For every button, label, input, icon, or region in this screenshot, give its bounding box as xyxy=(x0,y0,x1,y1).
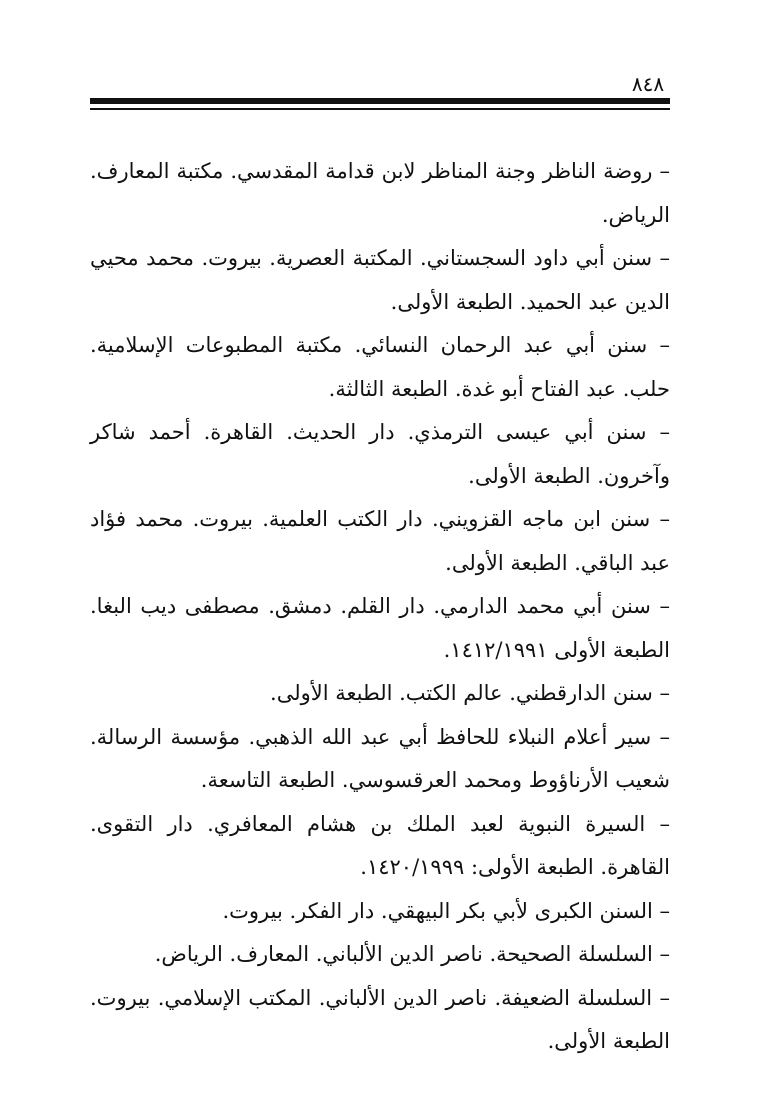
reference-entry: – سنن الدارقطني. عالم الكتب. الطبعة الأولى. xyxy=(270,681,670,705)
reference-entry: – سنن أبي عيسى الترمذي. دار الحديث. القاهرة. أحمد شاكر وآخرون. الطبعة الأولى. xyxy=(90,420,670,488)
reference-entry: – السيرة النبوية لعبد الملك بن هشام المعافري. دار التقوى. القاهرة. الطبعة الأولى: ١٤٢٠/١٩٩٩. xyxy=(90,811,670,879)
reference-entry: – سنن ابن ماجه القزويني. دار الكتب العلمية. بيروت. محمد فؤاد عبد الباقي. الطبعة الأولى. xyxy=(90,507,670,575)
reference-entry: – سنن أبي داود السجستاني. المكتبة العصرية. بيروت. محمد محيي الدين عبد الحميد. الطبعة الأولى. xyxy=(90,246,670,314)
header-rule-thin xyxy=(90,108,670,110)
reference-entry: – السنن الكبرى لأبي بكر البيهقي. دار الفكر. بيروت. xyxy=(222,898,670,923)
reference-entry: – السلسلة الصحيحة. ناصر الدين الألباني. المعارف. الرياض. xyxy=(154,942,670,966)
reference-entry: – سنن أبي عبد الرحمان النسائي. مكتبة المطبوعات الإسلامية. حلب. عبد الفتاح أبو غدة. الطبعة الثالثة. xyxy=(90,333,670,401)
page-number: ٨٤٨ xyxy=(631,72,665,96)
header-rule-thick xyxy=(90,98,670,104)
reference-entry: – السلسلة الضعيفة. ناصر الدين الألباني. المكتب الإسلامي. بيروت. الطبعة الأولى. xyxy=(90,985,670,1053)
reference-entry: – سير أعلام النبلاء للحافظ أبي عبد الله الذهبي. مؤسسة الرسالة. شعيب الأرناؤوط ومحمد العرقسوسي. الطبعة التاسعة. xyxy=(90,724,670,792)
reference-entry: – روضة الناظر وجنة المناظر لابن قدامة المقدسي. مكتبة المعارف. الرياض. xyxy=(90,159,670,227)
reference-list xyxy=(90,150,670,1064)
reference-entry: – سنن أبي محمد الدارمي. دار القلم. دمشق. مصطفى ديب البغا. الطبعة الأولى ١٤١٢/١٩٩١. xyxy=(90,594,670,662)
